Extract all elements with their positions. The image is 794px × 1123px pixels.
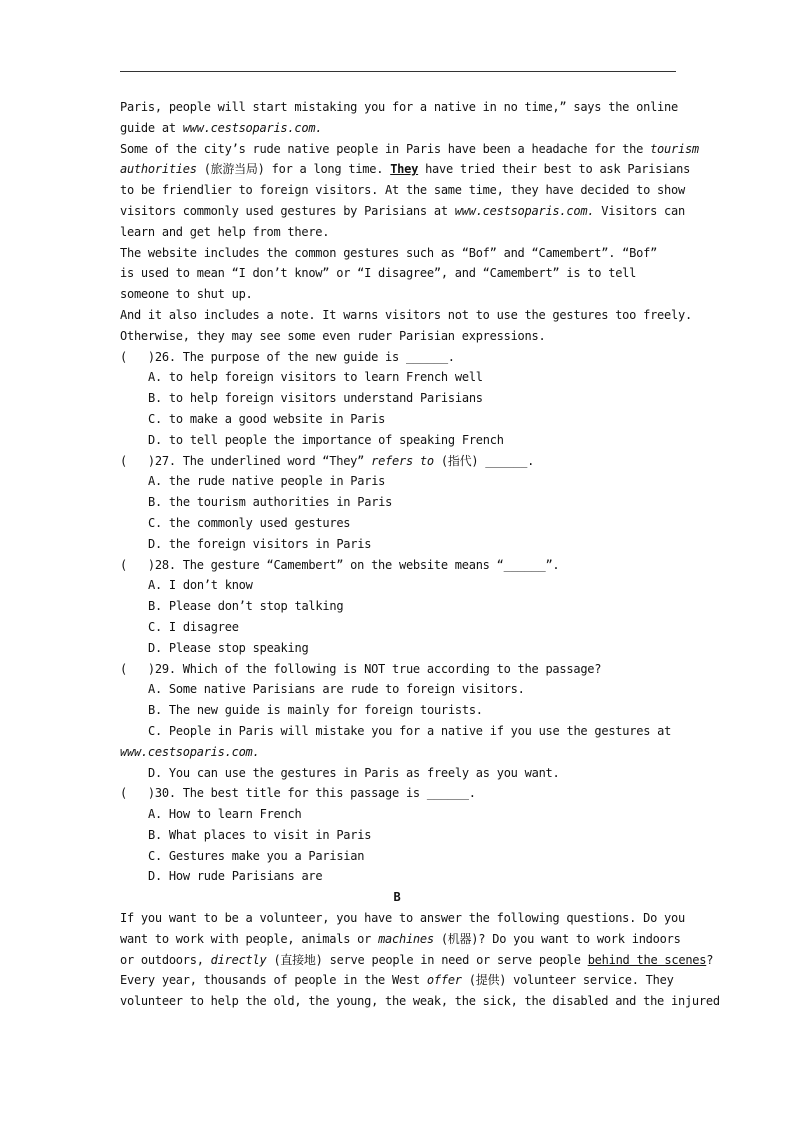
header-rule <box>120 71 676 72</box>
option-27b: B. the tourism authorities in Paris <box>148 495 393 510</box>
option-27c: C. the commonly used gestures <box>148 515 351 530</box>
passage-a-line: to be friendlier to foreign visitors. At the same time, they have decided to show <box>120 183 685 198</box>
option-26a: A. to help foreign visitors to learn French well <box>148 370 483 385</box>
option-29c: C. People in Paris will mistake you for a native if you use the gestures at <box>148 723 672 738</box>
option-29c-continued <box>120 742 720 763</box>
underlined-word-they: They <box>390 162 419 177</box>
question-27: ( )27. The underlined word “They” refers to (指代) ______. <box>120 453 535 468</box>
option-28a: A. I don’t know <box>148 578 253 593</box>
passage-a-line: authorities (旅游当局) for a long time. They have tried their best to ask Parisians <box>120 162 691 177</box>
option-28b: B. Please don’t stop talking <box>148 599 344 614</box>
question-28: ( )28. The gesture “Camembert” on the website means “______”. <box>120 557 560 572</box>
option-26d: D. to tell people the importance of speaking French <box>148 432 504 447</box>
question-26: ( )26. The purpose of the new guide is ______. <box>120 349 455 364</box>
passage-b-line: or outdoors, directly (直接地) serve people in need or serve people behind the scenes? <box>120 952 714 967</box>
option-28d: D. Please stop speaking <box>148 640 309 655</box>
option-30b: B. What places to visit in Paris <box>148 827 372 842</box>
option-29d: D. You can use the gestures in Paris as freely as you want. <box>148 765 560 780</box>
option-30c: C. Gestures make you a Parisian <box>148 848 365 863</box>
passage-a-line: visitors commonly used gestures by Parisians at www.cestsoparis.com. Visitors can <box>120 203 685 218</box>
document-body <box>120 97 720 1012</box>
underlined-phrase: behind the scenes <box>587 952 707 967</box>
passage-b-line: want to work with people, animals or machines (机器)? Do you want to work indoors <box>120 931 681 946</box>
passage-b-line: Every year, thousands of people in the West offer (提供) volunteer service. They <box>120 973 674 988</box>
option-26b: B. to help foreign visitors understand Parisians <box>148 391 483 406</box>
website-url: www.cestsoparis.com. <box>182 120 323 135</box>
website-url: www.cestsoparis.com. <box>454 203 595 218</box>
passage-a-line: Paris, people will start mistaking you for a native in no time,” says the online <box>120 100 678 114</box>
option-29b: B. The new guide is mainly for foreign tourists. <box>148 703 483 718</box>
passage-a-line: someone to shut up. <box>120 287 253 302</box>
question-29: ( )29. Which of the following is NOT true according to the passage? <box>120 661 602 676</box>
passage-a-line: guide at www.cestsoparis.com. <box>120 120 323 135</box>
website-url: www.cestsoparis.com. <box>120 744 260 759</box>
option-26c: C. to make a good website in Paris <box>148 411 386 426</box>
passage-a-line: is used to mean “I don’t know” or “I disagree”, and “Camembert” is to tell <box>120 266 637 281</box>
question-30: ( )30. The best title for this passage is ______. <box>120 786 476 801</box>
passage-a-line: Some of the city’s rude native people in Paris have been a headache for the tourism <box>120 141 699 156</box>
option-27d: D. the foreign visitors in Paris <box>148 536 372 551</box>
passage-a-line: Otherwise, they may see some even ruder Parisian expressions. <box>120 328 546 343</box>
option-30d: D. How rude Parisians are <box>148 869 323 884</box>
option-29a: A. Some native Parisians are rude to foreign visitors. <box>148 682 525 697</box>
section-b-heading: B <box>393 890 401 905</box>
passage-a-line: learn and get help from there. <box>120 224 330 239</box>
passage-b-line: If you want to be a volunteer, you have to answer the following questions. Do you <box>120 911 685 926</box>
passage-a-line: And it also includes a note. It warns visitors not to use the gestures too freely. <box>120 307 692 322</box>
option-30a: A. How to learn French <box>148 807 302 822</box>
option-28c: C. I disagree <box>148 619 239 634</box>
option-27a: A. the rude native people in Paris <box>148 474 386 489</box>
passage-a-line: The website includes the common gestures such as “Bof” and “Camembert”. “Bof” <box>120 245 658 260</box>
passage-b-line: volunteer to help the old, the young, the weak, the sick, the disabled and the injured <box>120 994 720 1009</box>
